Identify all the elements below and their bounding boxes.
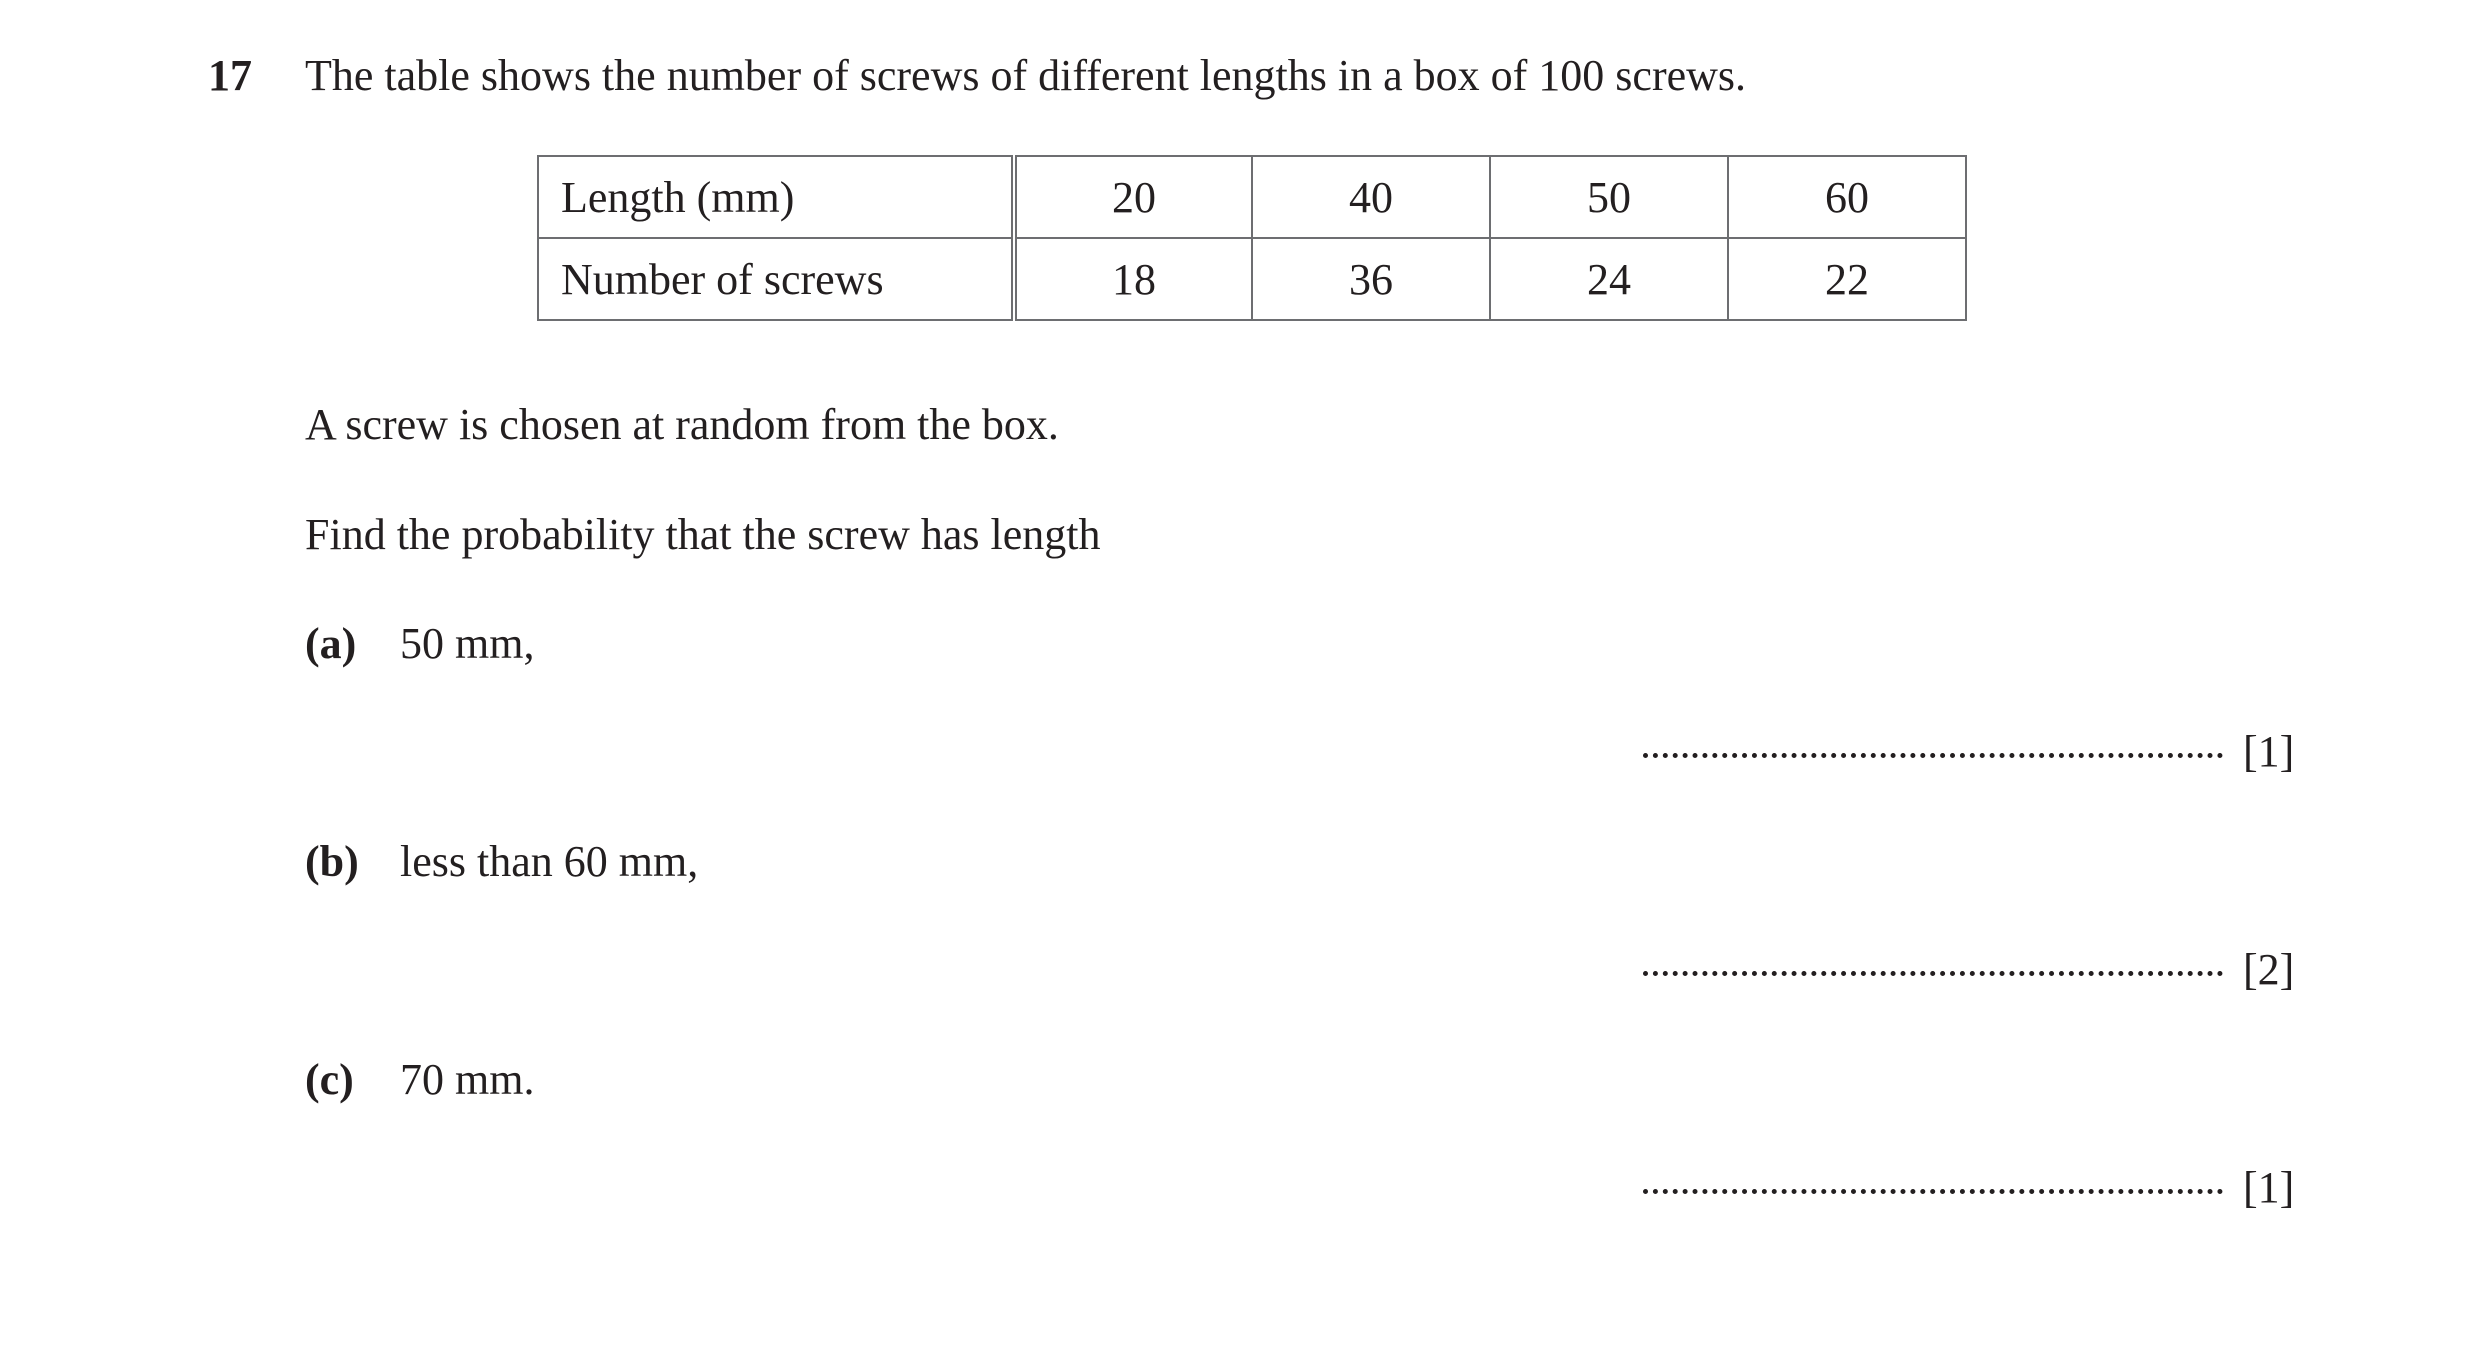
part-c-answer-line[interactable]	[1643, 1158, 2294, 1218]
table-cell: 60	[1728, 156, 1966, 238]
table-row-header-number: Number of screws	[538, 238, 1014, 320]
part-c-marks: [1]	[2243, 1163, 2295, 1212]
question-stem: The table shows the number of screws of different lengths in a box of 100 screws.	[305, 51, 1747, 100]
answer-dotted-line[interactable]	[1643, 749, 2223, 758]
part-c	[305, 1050, 534, 1110]
table-cell: 18	[1014, 238, 1252, 320]
part-a-text: 50 mm,	[400, 619, 535, 668]
part-a	[305, 614, 534, 674]
part-c-label: (c)	[305, 1055, 354, 1104]
part-b	[305, 832, 698, 892]
part-b-text: less than 60 mm,	[400, 837, 699, 886]
table-row	[538, 238, 1966, 320]
table-cell: 24	[1490, 238, 1728, 320]
context-paragraph: A screw is chosen at random from the box.	[305, 400, 1059, 449]
instruction-paragraph: Find the probability that the screw has length	[305, 510, 1101, 559]
part-a-label: (a)	[305, 619, 357, 668]
part-c-text: 70 mm.	[400, 1055, 535, 1104]
table-row-header-length: Length (mm)	[538, 156, 1014, 238]
table-cell: 50	[1490, 156, 1728, 238]
answer-dotted-line[interactable]	[1643, 1185, 2223, 1194]
part-a-marks: [1]	[2243, 727, 2295, 776]
table-cell: 36	[1252, 238, 1490, 320]
part-b-marks: [2]	[2243, 945, 2295, 994]
table-cell: 20	[1014, 156, 1252, 238]
table-cell: 22	[1728, 238, 1966, 320]
question-number: 17	[208, 51, 252, 100]
screw-length-table	[537, 155, 1967, 321]
part-a-answer-line[interactable]	[1643, 722, 2294, 782]
answer-dotted-line[interactable]	[1643, 967, 2223, 976]
part-b-label: (b)	[305, 837, 359, 886]
part-b-answer-line[interactable]	[1643, 940, 2294, 1000]
table-row	[538, 156, 1966, 238]
table-cell: 40	[1252, 156, 1490, 238]
